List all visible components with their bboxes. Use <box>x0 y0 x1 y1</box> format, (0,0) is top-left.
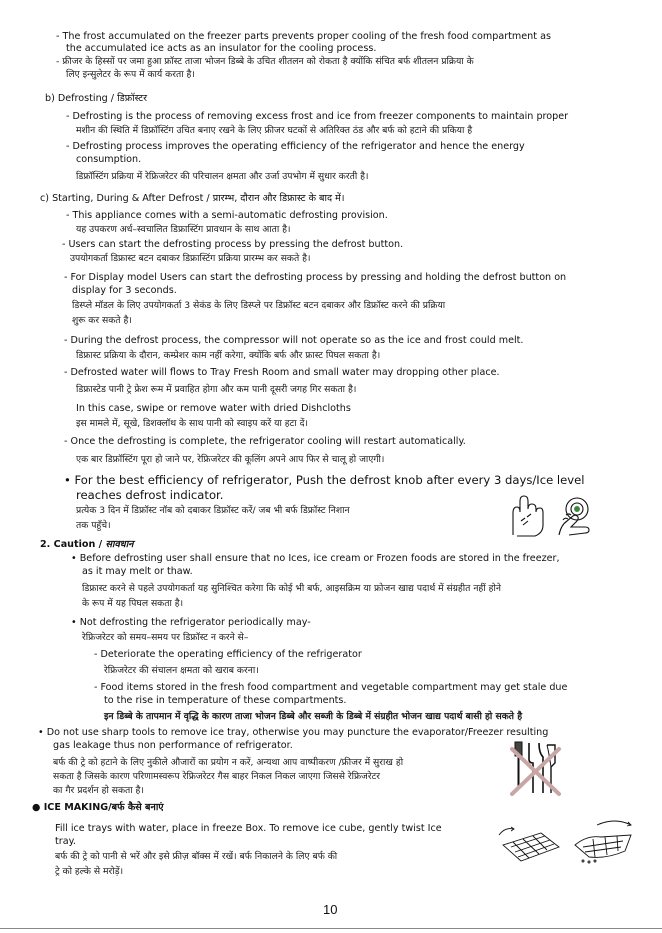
ice-making-en-1: Fill ice trays with water, place in freeze Box. To remove ice cube, gently twist Ice <box>55 823 442 834</box>
c-p3-hi-2: शुरू कर सकते है। <box>72 315 132 326</box>
ice-making-hi-1: बर्फ की ट्रे को पानी से भरें और इसे फ्रीज़ बॉक्स में रखें। बर्फ निकालने के लिए बर्फ की <box>55 851 338 862</box>
c-p4-en: - During the defrost process, the compressor will not operate so as the ice and frost could melt. <box>64 335 524 346</box>
defrost-knob-illustration <box>507 491 602 539</box>
c-p2-hi: उपयोगकर्ता डिफ्रास्ट बटन दबाकर डिफ्रास्टिंग प्रक्रिया प्रारम्भ कर सकते है। <box>70 253 311 264</box>
frost-intro-hi-2: लिए इन्सुलेटर के रूप में कार्य करता है। <box>66 69 195 80</box>
caution-c2-hi: रेफ्रिजरेटर को समय–समय पर डिफ्रॉस्ट न करने से– <box>82 632 249 643</box>
defrost-eff-hi: डिफ्रॉस्टिंग प्रक्रिया में रेफ्रिजरेटर की परिचालन क्षमता और उर्जा उपभोग में सुधार करती है। <box>76 171 369 182</box>
caution-heading-en: 2. Caution / <box>40 539 106 550</box>
caution-c2a-hi: रेफ्रिजरेटर की संचालन क्षमता को खराब करना। <box>104 665 259 676</box>
caution-heading-hi: सावधान <box>105 539 134 550</box>
c-p6-hi: इस मामले में, सूखे, डिशक्लॉथ के साथ पानी को स्वाइप करें या हटा दें। <box>76 418 308 429</box>
c-best-en-2: reaches defrost indicator. <box>76 488 224 502</box>
c-p1-en: - This appliance comes with a semi-automatic defrosting provision. <box>66 210 388 221</box>
frost-intro-en-1: - The frost accumulated on the freezer parts prevents proper cooling of the fresh food compartment as <box>56 31 551 42</box>
c-p3-hi-1: डिस्प्ले मॉडल के लिए उपयोगकर्ता 3 सेकंड के लिए डिस्प्ले पर डिफ्रॉस्ट बटन दबाकर और डिफ्रॉस्ट करने की प्रक्रिया <box>72 300 446 311</box>
c-p5-hi: डिफ्रास्टेड पानी ट्रे फ्रेश रूम में प्रवाहित होगा और कम पानी दूसरी जगह गिर सकता है। <box>76 384 357 395</box>
ice-making-hi-2: ट्रे को हल्के से मरोड़ें। <box>55 866 124 877</box>
ice-making-heading-hi: बर्फ कैसे बनाएं <box>111 802 164 813</box>
defrost-eff-en-2: consumption. <box>76 154 142 165</box>
sharp-tools-hi-1: बर्फ की ट्रे को हटाने के लिए नुकीले औजारों का प्रयोग न करें, अन्यथा आप वाष्पीकरण /फ्रीजर में सुराख हो <box>53 757 404 768</box>
c-p5-en: - Defrosted water will flows to Tray Fresh Room and small water may dropping other place. <box>64 367 500 378</box>
caution-c2-en: • Not defrosting the refrigerator periodically may- <box>71 617 311 628</box>
sharp-tools-hi-2: सकता है जिसके कारण परिणामस्वरूप रेफ्रिजरेटर गैस बाहर निकल निकल जाएगा जिससे रेफ्रिजरेटर <box>53 771 381 782</box>
c-p3-en-2: display for 3 seconds. <box>72 285 177 296</box>
ice-making-heading <box>32 802 164 814</box>
frost-intro-hi-1: - फ्रीजर के हिस्सों पर जमा हुआ फ्रॉस्ट ताजा भोजन डिब्बे के उचित शीतलन को रोकता है क्योंकि संचित बर्फ शीतलन प्रक्रिया के <box>56 56 474 67</box>
c-best-hi-1: प्रत्येक 3 दिन में डिफ्रॉस्ट नॉब को दबाकर डिफ्रॉस्ट करें/ जब भी बर्फ डिफ्रॉस्ट निशान <box>76 505 350 516</box>
defrost-def-hi: मशीन की स्थिति में डिफ्रॉस्टिंग उचित बनाए रखने के लिए फ्रीजर घटकों से अतिरिक्त ठंड और बर्फ को हटाने की प्रकिया है <box>76 125 473 136</box>
frost-intro-en-2: the accumulated ice acts as an insulator for the cooling process. <box>66 43 377 54</box>
caution-c2b-en-1: - Food items stored in the fresh food compartment and vegetable compartment may get stale due <box>94 682 568 693</box>
caution-c2b-hi-1: इन डिब्बे के तापमान में वृद्धि के कारण ताजा भोजन डिब्बे और सब्जी के डिब्बे में संग्रहीत भोजन खाद्य पदार्थ बासी हो सकते है <box>104 711 523 722</box>
caution-c2b-en-2: to the rise in temperature of these compartments. <box>104 695 347 706</box>
caution-c1-en-2: as it may melt or thaw. <box>82 566 193 577</box>
caution-c1-hi-1: डिफ्रास्ट करने से पहले उपयोगकर्ता यह सुनिश्चित करेगा कि कोई भी बर्फ, आइसक्रिम या फ्रोजन खाद्य पदार्थ में संग्रहीत नहीं होने <box>82 583 501 594</box>
section-c-heading: c) Starting, During & After Defrost / प्रारम्भ, दौरान और डिफ्रास्ट के बाद में। <box>40 193 345 204</box>
ice-making-heading-en: ● ICE MAKING/ <box>32 802 112 813</box>
c-p6-en: In this case, swipe or remove water with dried Dishcloths <box>76 403 351 414</box>
defrost-def-en: - Defrosting is the process of removing excess frost and ice from freezer components to maintain proper <box>66 111 569 122</box>
c-best-hi-2: तक पहुँचे। <box>76 520 111 531</box>
no-sharp-tools-illustration <box>509 739 563 797</box>
sharp-tools-hi-3: का गैर प्रदर्शन हो सकता है। <box>53 785 144 796</box>
section-b-heading: b) Defrosting / डिफ्रॉस्टर <box>45 93 148 104</box>
c-p2-en: - Users can start the defrosting process by pressing the defrost button. <box>62 239 404 250</box>
sharp-tools-en-1: • Do not use sharp tools to remove ice tray, otherwise you may puncture the evaporator/Freezer resulting <box>38 727 549 738</box>
bottom-rule <box>0 928 662 929</box>
c-p3-en-1: - For Display model Users can start the defrosting process by pressing and holding the defrost button on <box>64 272 567 283</box>
caution-c2a-en: - Deteriorate the operating efficiency of the refrigerator <box>94 649 362 660</box>
caution-c1-hi-2: के रूप में यह पिघल सकता है। <box>82 598 184 609</box>
ice-making-en-2: tray. <box>55 836 76 847</box>
sharp-tools-en-2: gas leakage thus non performance of refrigerator. <box>53 740 293 751</box>
c-p7-hi: एक बार डिफ्रॉस्टिंग पूरा हो जाने पर, रेफ्रिजरेटर की कूलिंग अपने आप फिर से चालू हो जाएगी। <box>76 454 385 465</box>
ice-tray-illustration <box>497 815 642 865</box>
c-p4-hi: डिफ्रास्ट प्रक्रिया के दौरान, कम्प्रेशर काम नहीं करेगा, क्योंकि बर्फ और फ्रास्ट पिघल सकता है। <box>76 350 381 361</box>
c-p7-en: - Once the defrosting is complete, the refrigerator cooling will restart automatically. <box>64 436 466 447</box>
caution-c1-en-1: • Before defrosting user shall ensure that no Ices, ice cream or Frozen foods are stored in the freezer, <box>71 553 560 564</box>
c-p1-hi: यह उपकरण अर्ध–स्वचालित डिफ्रास्टिंग प्रावधान के साथ आता है। <box>76 224 291 235</box>
c-best-en-1: • For the best efficiency of refrigerator, Push the defrost knob after every 3 days/Ice level <box>64 473 585 487</box>
caution-heading <box>40 539 134 551</box>
page-number: 10 <box>323 902 338 917</box>
defrost-eff-en-1: - Defrosting process improves the operating efficiency of the refrigerator and hence the energy <box>66 141 525 152</box>
